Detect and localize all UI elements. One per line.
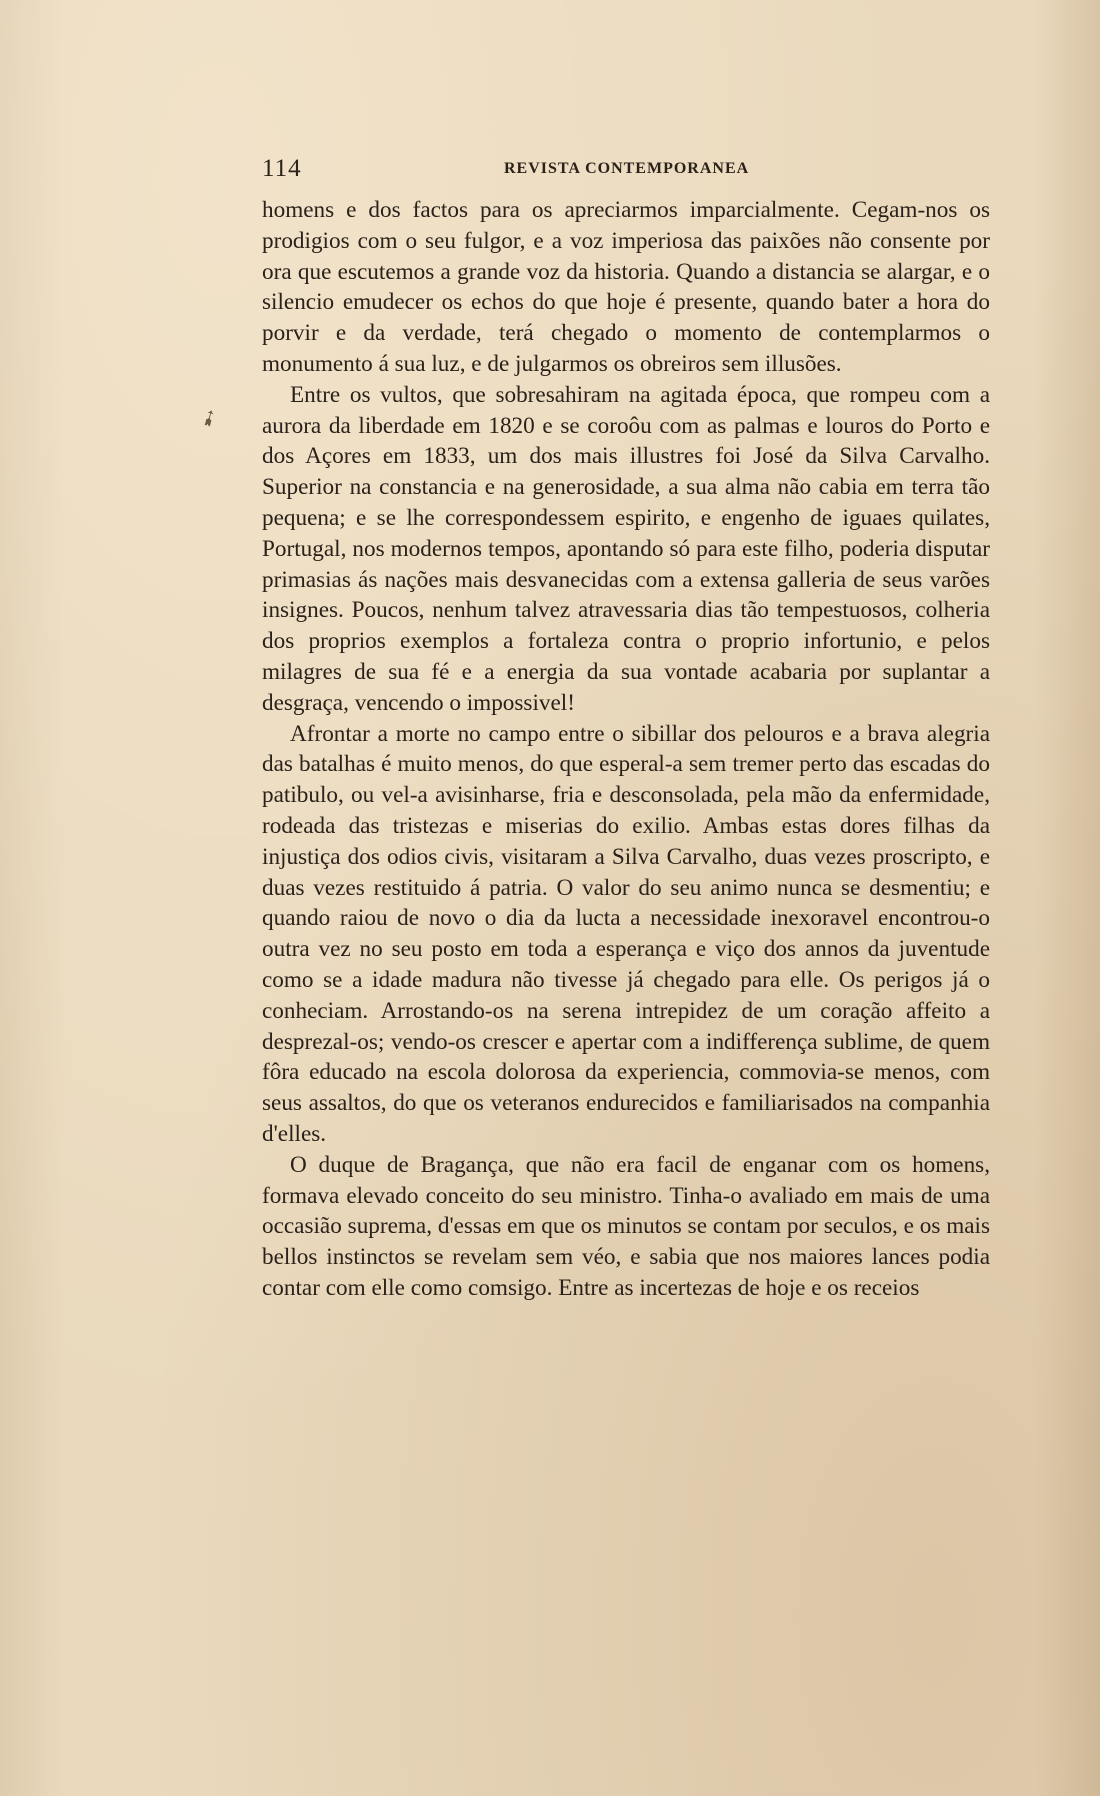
paragraph-silva-carvalho: Entre os vultos, que sobresahiram na agitada época, que rompeu com a aurora da liberdade em 1820 e se coroôu com as palmas e louros do Porto e dos Açores em 1833, um dos mais illustres foi José da Silva Carvalho. Superior na constancia e na generosidade, a sua alma não cabia em terra tão pequena; e se lhe correspondessem espirito, e engenho de iguaes quilates, Portugal, nos modernos tempos, apontando só para este filho, poderia disputar primasias ás nações mais desvanecidas com a extensa galleria de seus varões insignes. Poucos, nenhum talvez atravessaria dias tão tempestuosos, colheria dos proprios exemplos a fortaleza contra o proprio infortunio, e pelos milagres de sua fé e a energia da sua vontade acabaria por suplantar a desgraça, vencendo o impossivel! <box>262 381 990 716</box>
paragraph-continuation: homens e dos factos para os apreciarmos imparcialmente. Cegam-nos os prodigios com o seu fulgor, e a voz imperiosa das paixões não consente por ora que escutemos a grande voz da historia. Quando a distancia se alargar, e o silencio emudecer os echos do que hoje é presente, quando bater a hora do porvir e da verdade, terá chegado o momento de contemplarmos o monumento á sua luz, e de julgarmos os obreiros sem illusões. <box>262 197 990 377</box>
body-text <box>262 195 990 1304</box>
paragraph-afrontar-a-morte: Afrontar a morte no campo entre o sibillar dos pelouros e a brava alegria das batalhas é muito menos, do que esperal-a sem tremer perto das escadas do patibulo, ou vel-a avisinharse, fria e desconsolada, pela mão da enfermidade, rodeada das tristezas e miserias do exilio. Ambas estas dores filhas da injustiça dos odios civis, visitaram a Silva Carvalho, duas vezes proscripto, e duas vezes restituido á patria. O valor do seu animo nunca se desmentiu; e quando raiou de novo o dia da lucta a necessidade inexoravel encontrou-o outra vez no seu posto em toda a esperança e viço dos annos da juventude como se a idade madura não tivesse já chegado para elle. Os perigos já o conheciam. Arrostando-os na serena intrepidez de um coração affeito a desprezal-os; vendo-os crescer e apertar com a indifferença sublime, de quem fôra educado na escola dolorosa da experiencia, commovia-se menos, com seus assaltos, do que os veteranos endurecidos e familiarisados na companhia d'elles. <box>262 720 990 1147</box>
page <box>262 155 990 1304</box>
paragraph-duque-de-braganca: O duque de Bragança, que não era facil de enganar com os homens, formava elevado conceito do seu ministro. Tinha-o avaliado em mais de uma occasião suprema, d'essas em que os minutos se contam por seculos, e os mais bellos instinctos se revelam sem véo, e sabia que nos maiores lances podia contar com elle como comsigo. Entre as incertezas de hoje e os receios <box>262 1151 990 1301</box>
margin-pencil-mark: ➹ <box>194 402 224 434</box>
running-head <box>262 155 990 185</box>
page-number: 114 <box>262 155 302 182</box>
journal-title: REVISTA CONTEMPORANEA <box>504 160 750 177</box>
